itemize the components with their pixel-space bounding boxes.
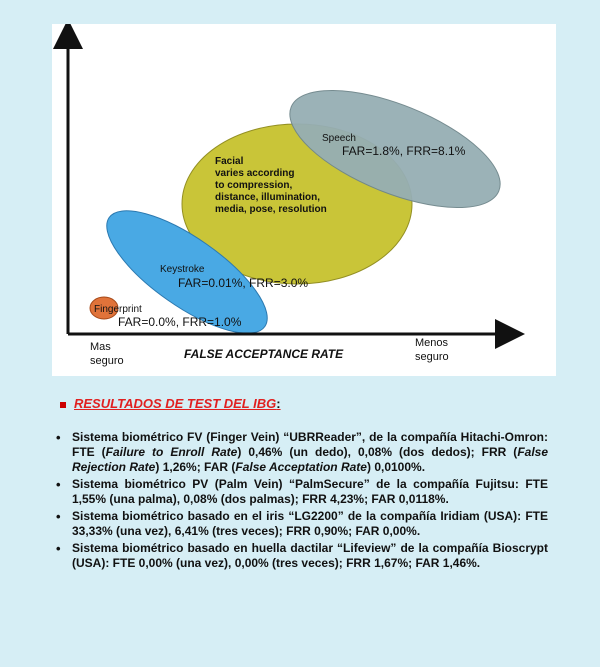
- result-0-text-6: ) 0,0100%.: [366, 460, 426, 474]
- facial-line-5: media, pose, resolution: [215, 204, 327, 215]
- result-item-fingerprint: [72, 541, 548, 571]
- result-0-text-0: Sistema biométrico FV (Finger Vein) “UBRReader”, de la compañía Hitachi-Omron: FTE (: [72, 430, 548, 459]
- heading-bullet: [60, 402, 66, 408]
- fingerprint-metrics: FAR=0.0%, FRR=1.0%: [118, 315, 242, 329]
- facial-line-3: to compression,: [215, 180, 293, 191]
- result-0-text-3: False Rejection Rate: [72, 445, 548, 474]
- facial-line-4: distance, illumination,: [215, 192, 321, 203]
- section-colon: :: [276, 396, 281, 411]
- x-right-label-1: Menos: [415, 337, 449, 349]
- result-0-text-2: ) 0,46% (un dedo), 0,08% (dos dedos); FRR (: [237, 445, 518, 459]
- x-axis-label: FALSE ACCEPTANCE RATE: [184, 347, 344, 361]
- biometric-chart: [52, 24, 556, 376]
- speech-name: Speech: [322, 133, 356, 144]
- x-left-label-1: Mas: [90, 341, 111, 353]
- result-0-text-5: False Acceptation Rate: [235, 460, 367, 474]
- result-item-palm-vein: [72, 477, 548, 507]
- result-0-text-1: Failure to Enroll Rate: [105, 445, 238, 459]
- facial-line-2: varies according: [215, 168, 295, 179]
- x-right-label-2: seguro: [415, 351, 449, 363]
- result-item-finger-vein: [72, 430, 548, 475]
- result-0-text-4: ) 1,26%; FAR (: [155, 460, 236, 474]
- keystroke-name: Keystroke: [160, 264, 205, 275]
- section-heading: [60, 396, 281, 411]
- section-title: RESULTADOS DE TEST DEL IBG: [74, 396, 277, 411]
- biometric-chart-svg: [52, 24, 556, 376]
- x-left-label-2: seguro: [90, 355, 124, 367]
- speech-metrics: FAR=1.8%, FRR=8.1%: [342, 144, 466, 158]
- result-3-text: Sistema biométrico basado en huella dactilar “Lifeview” de la compañía Bioscrypt (USA): FTE 0,00% (una vez), 0,00% (tres veces); FRR 1,67%; FAR 1,46%.: [72, 541, 548, 570]
- fingerprint-name: Fingerprint: [94, 304, 142, 315]
- result-2-text: Sistema biométrico basado en el iris “LG2200” de la compañía Iridiam (USA): FTE 33,33% (una vez), 6,41% (tres veces); FRR 0,90%; FAR 0,00%.: [72, 509, 548, 538]
- result-item-iris: [72, 509, 548, 539]
- facial-line-1: Facial: [215, 156, 244, 167]
- keystroke-metrics: FAR=0.01%, FRR=3.0%: [178, 276, 309, 290]
- result-1-text: Sistema biométrico PV (Palm Vein) “PalmSecure” de la compañía Fujitsu: FTE 1,55% (una palma), 0,08% (dos palmas); FRR 4,23%; FAR 0,0118%.: [72, 477, 548, 506]
- results-list: [72, 430, 548, 573]
